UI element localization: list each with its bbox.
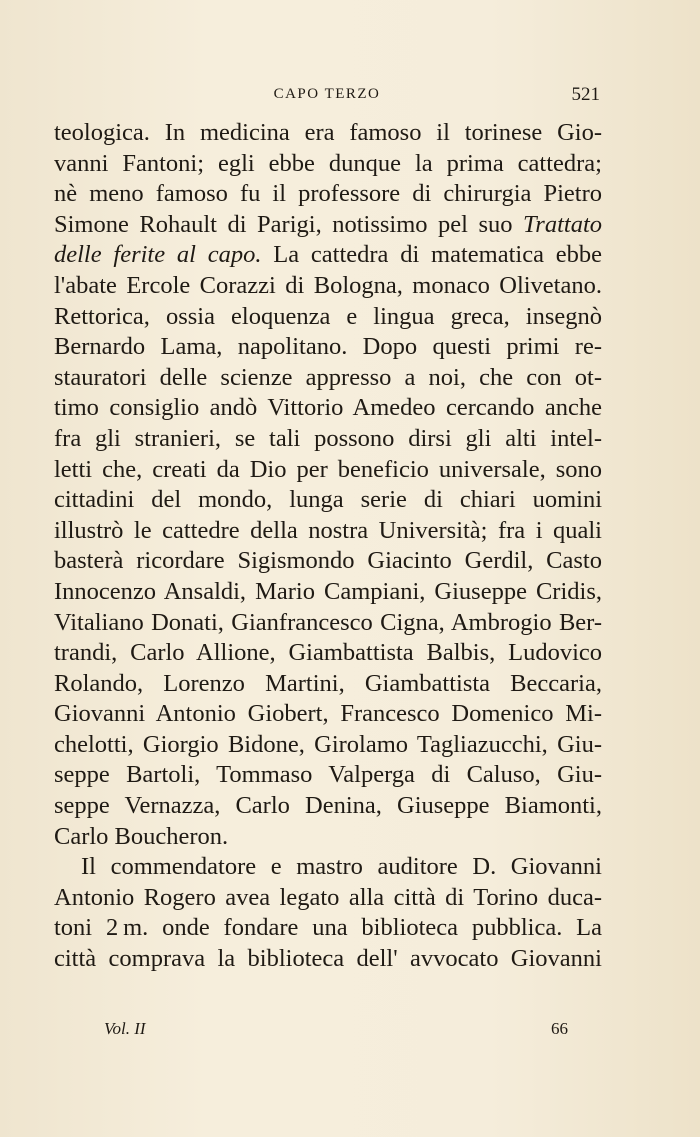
- volume-mark: Vol. II: [104, 1019, 146, 1038]
- text-line: chelotti, Giorgio Bidone, Girolamo Tagliazucchi, Giu-: [54, 730, 602, 758]
- text-line: illustrò le cattedre della nostra Università; fra i quali: [54, 516, 602, 544]
- text-line: città comprava la biblioteca dell' avvocato Giovanni: [54, 945, 602, 973]
- text-line: cittadini del mondo, lunga serie di chiari uomini: [54, 486, 602, 514]
- page-footer: [104, 1019, 568, 1043]
- text-line: Innocenzo Ansaldi, Mario Campiani, Giuseppe Cridis,: [54, 577, 602, 605]
- text-line: Rettorica, ossia eloquenza e lingua greca, insegnò: [54, 302, 602, 330]
- page-number: 521: [571, 84, 600, 105]
- text-line: Rolando, Lorenzo Martini, Giambattista Beccaria,: [54, 669, 602, 697]
- signature-mark: 66: [551, 1019, 568, 1038]
- text-line: fra gli stranieri, se tali possono dirsi gli alti intel-: [54, 424, 602, 452]
- italic-title: delle ferite al capo.: [54, 241, 262, 269]
- text-line: letti che, creati da Dio per beneficio universale, sono: [54, 455, 602, 483]
- text-line: timo consiglio andò Vittorio Amedeo cercando anche: [54, 394, 602, 422]
- text-line: nè meno famoso fu il professore di chirurgia Pietro: [54, 180, 602, 208]
- text-line: [54, 240, 602, 271]
- text-line: Carlo Boucheron.: [54, 822, 229, 850]
- running-head: [54, 84, 600, 108]
- text-line: teologica. In medicina era famoso il torinese Gio-: [54, 119, 602, 146]
- text-line: Giovanni Antonio Giobert, Francesco Domenico Mi-: [54, 700, 602, 728]
- text-line: toni 2 m. onde fondare una biblioteca pubblica. La: [54, 914, 602, 942]
- text-line: vanni Fantoni; egli ebbe dunque la prima cattedra;: [54, 149, 602, 177]
- text-segment: La cattedra di matematica ebbe: [261, 241, 602, 269]
- text-line: Vitaliano Donati, Gianfrancesco Cigna, Ambrogio Ber-: [54, 608, 602, 636]
- text-line: l'abate Ercole Corazzi di Bologna, monaco Olivetano.: [54, 271, 602, 299]
- body-text: [54, 118, 602, 975]
- running-title: CAPO TERZO: [273, 86, 381, 102]
- text-line: seppe Bartoli, Tommaso Valperga di Caluso, Giu-: [54, 761, 602, 789]
- text-line: [54, 210, 602, 241]
- text-line: Antonio Rogero avea legato alla città di Torino duca-: [54, 883, 602, 911]
- text-line: basterà ricordare Sigismondo Giacinto Gerdil, Casto: [54, 547, 602, 575]
- text-line: seppe Vernazza, Carlo Denina, Giuseppe Biamonti,: [54, 792, 602, 820]
- text-line: trandi, Carlo Allione, Giambattista Balbis, Ludovico: [54, 639, 602, 667]
- text-line: stauratori delle scienze appresso a noi, che con ot-: [54, 363, 602, 391]
- text-segment: Simone Rohault di Parigi, notissimo pel suo: [54, 210, 524, 238]
- italic-title: Trattato: [523, 210, 602, 238]
- text-line: Il commendatore e mastro auditore D. Giovanni: [81, 853, 602, 881]
- text-line: Bernardo Lama, napolitano. Dopo questi primi re-: [54, 333, 602, 361]
